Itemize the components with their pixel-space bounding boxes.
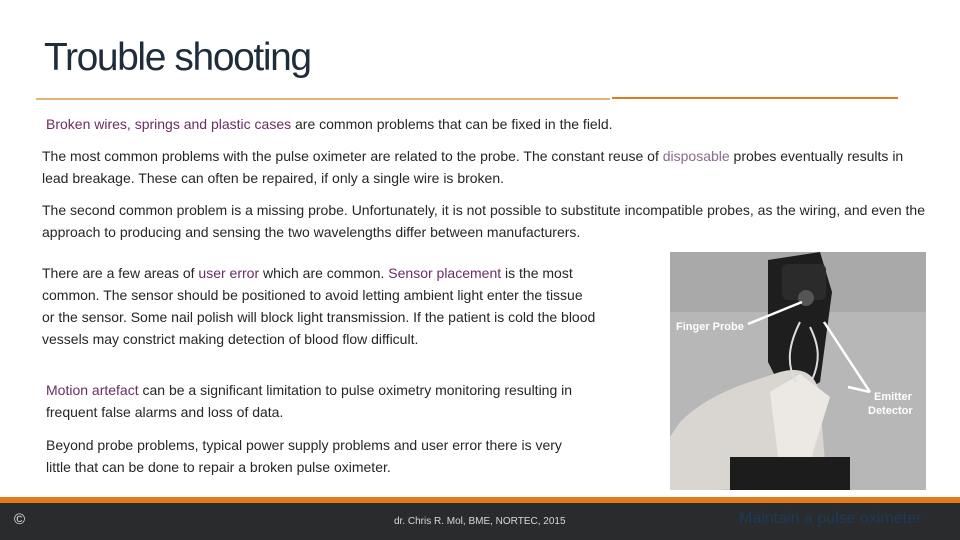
- paragraph-text: is the most common. The sensor should be positioned to avoid letting ambient light enter the tissue or the sensor. Some nail polish will block light transmission. If the patient is cold the blood vessels may constrict making detection of blood flow difficult.: [42, 265, 596, 347]
- paragraph-text: can be a significant limitation to pulse oximetry monitoring resulting in frequent false alarms and loss of data.: [46, 382, 573, 420]
- finger-probe-illustration: [670, 252, 926, 490]
- paragraph-text: The second common problem is a missing probe. Unfortunately, it is not possible to substitute incompatible probes, as the wiring, and even the approach to producing and sensing the two wavelengths differ between manufacturers.: [42, 202, 925, 240]
- footer-author: dr. Chris R. Mol, BME, NORTEC, 2015: [394, 516, 566, 527]
- paragraph-missing-probe: [42, 199, 934, 243]
- title-underline-left: [36, 98, 610, 100]
- paragraph-broken-wires: [46, 113, 906, 135]
- slide-title: Trouble shooting: [44, 36, 311, 79]
- paragraph-text: The most common problems with the pulse oximeter are related to the probe. The constant reuse of: [42, 148, 663, 164]
- paragraph-beyond-probe: [46, 434, 586, 478]
- label-finger-probe: Finger Probe: [676, 321, 744, 333]
- highlight-sensor-placement: Sensor placement: [388, 265, 502, 281]
- footer: [0, 503, 960, 540]
- highlight-user-error: user error: [198, 265, 260, 281]
- paragraph-text: are common problems that can be fixed in the field.: [291, 116, 613, 132]
- copyright-symbol: ©: [14, 511, 26, 528]
- paragraph-user-error: [42, 262, 598, 350]
- paragraph-text: probes eventually results in lead breakage. These can often be repaired, if only a single wire is broken.: [42, 148, 904, 186]
- title-underline-right: [612, 97, 898, 99]
- label-emitter: Emitter: [874, 391, 912, 403]
- paragraph-motion-artefact: [46, 379, 606, 423]
- paragraph-text: There are a few areas of: [42, 265, 199, 281]
- highlight-motion-artefact: Motion artefact: [46, 382, 139, 398]
- footer-topic: Maintain a pulse oximeter: [739, 510, 922, 527]
- highlight-broken-wires: Broken wires, springs and plastic cases: [46, 116, 292, 132]
- paragraph-text: Beyond probe problems, typical power supply problems and user error there is very little that can be done to repair a broken pulse oximeter.: [46, 437, 562, 475]
- label-detector: Detector: [868, 405, 913, 417]
- highlight-disposable: disposable: [662, 148, 730, 164]
- paragraph-common-problems: [42, 145, 922, 189]
- paragraph-text: which are common.: [259, 265, 389, 281]
- finger-probe-photo: [670, 252, 926, 490]
